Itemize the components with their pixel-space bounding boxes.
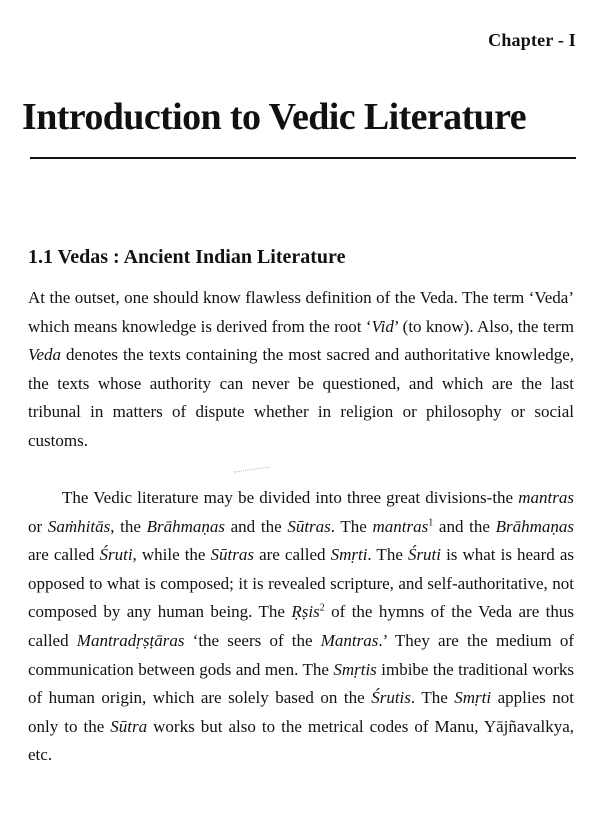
p2-text: are called [254, 545, 331, 565]
term-smrti: Smṛti [330, 545, 368, 565]
term-srutis: Śrutis [371, 688, 411, 708]
paragraph-1-text-1: At the outset, one should know flawless definition of the Veda. The term ‘Veda’ which means knowledge is derived from the root ‘ [28, 288, 574, 336]
p2-text: . The [410, 688, 455, 708]
term-sruti: Śruti [407, 545, 441, 565]
p2-text: works but also to the metrical codes of Manu, Yājñavalkya, etc. [28, 716, 574, 765]
term-sruti: Śruti [99, 545, 133, 565]
paragraph-2 [28, 484, 574, 770]
p2-text: , the [110, 516, 147, 536]
term-rsis: Ṛṣis [291, 602, 320, 622]
term-brahmanas: Brāhmaṇas [146, 516, 225, 536]
section-heading: 1.1 Vedas : Ancient Indian Literature [28, 246, 346, 268]
p2-text: . The [330, 516, 373, 536]
p2-text: , while the [132, 545, 211, 565]
term-veda: Veda [28, 345, 62, 365]
paragraph-1-text-2: ’ (to know). Also, the term [393, 316, 574, 336]
term-mantras: mantras [518, 488, 574, 507]
term-smrti: Smṛti [454, 688, 492, 708]
term-sutras: Sūtras [287, 516, 331, 536]
p2-text: or [28, 516, 48, 536]
p2-text: applies not only to the [28, 688, 575, 736]
term-mantras: Mantras [320, 630, 379, 650]
term-sutras: Sūtras [210, 545, 255, 565]
p2-text: .’ They are the medium of communication between gods and men. The [28, 630, 575, 679]
paragraph-1 [28, 284, 574, 456]
p2-text: are called [28, 545, 100, 565]
scan-mark [234, 467, 270, 475]
paragraph-1-text-3: denotes the texts containing the most sacred and authoritative knowledge, the texts whose authority can never be questioned, and which are the last tribunal in matters of dispute whether in religion or philosophy or social customs. [28, 345, 574, 450]
term-mantras: mantras [372, 516, 429, 536]
p2-text: is what is heard as opposed to what is composed; it is revealed scripture, and self-authoritative, not composed by any human being. The [28, 545, 574, 622]
term-brahmanas: Brāhmaṇas [495, 516, 574, 536]
footnote-ref-1[interactable]: 1 [428, 516, 434, 528]
p2-text: and the [433, 516, 496, 536]
term-smrtis: Smṛtis [333, 659, 377, 679]
term-samhitas: Saṁhitās [47, 516, 111, 536]
p2-text: imbibe the traditional works of human origin, which are solely based on the [28, 659, 574, 708]
chapter-label: Chapter - I [488, 30, 576, 50]
title-divider [30, 157, 576, 159]
term-sutra: Sūtra [110, 716, 148, 736]
p2-text: ‘the seers of the [184, 630, 321, 650]
term-mantradrstaras: Mantradṛṣṭāras [76, 630, 185, 650]
term-vid: Vid [371, 316, 394, 336]
p2-text: of the hymns of the Veda are thus called [28, 602, 574, 650]
p2-text: The Vedic literature may be divided into three great divisions-the [62, 488, 519, 507]
p2-text: and the [224, 516, 288, 536]
footnote-ref-2[interactable]: 2 [319, 602, 325, 614]
p2-text: . The [367, 545, 408, 565]
page-title: Introduction to Vedic Literature [22, 96, 527, 138]
